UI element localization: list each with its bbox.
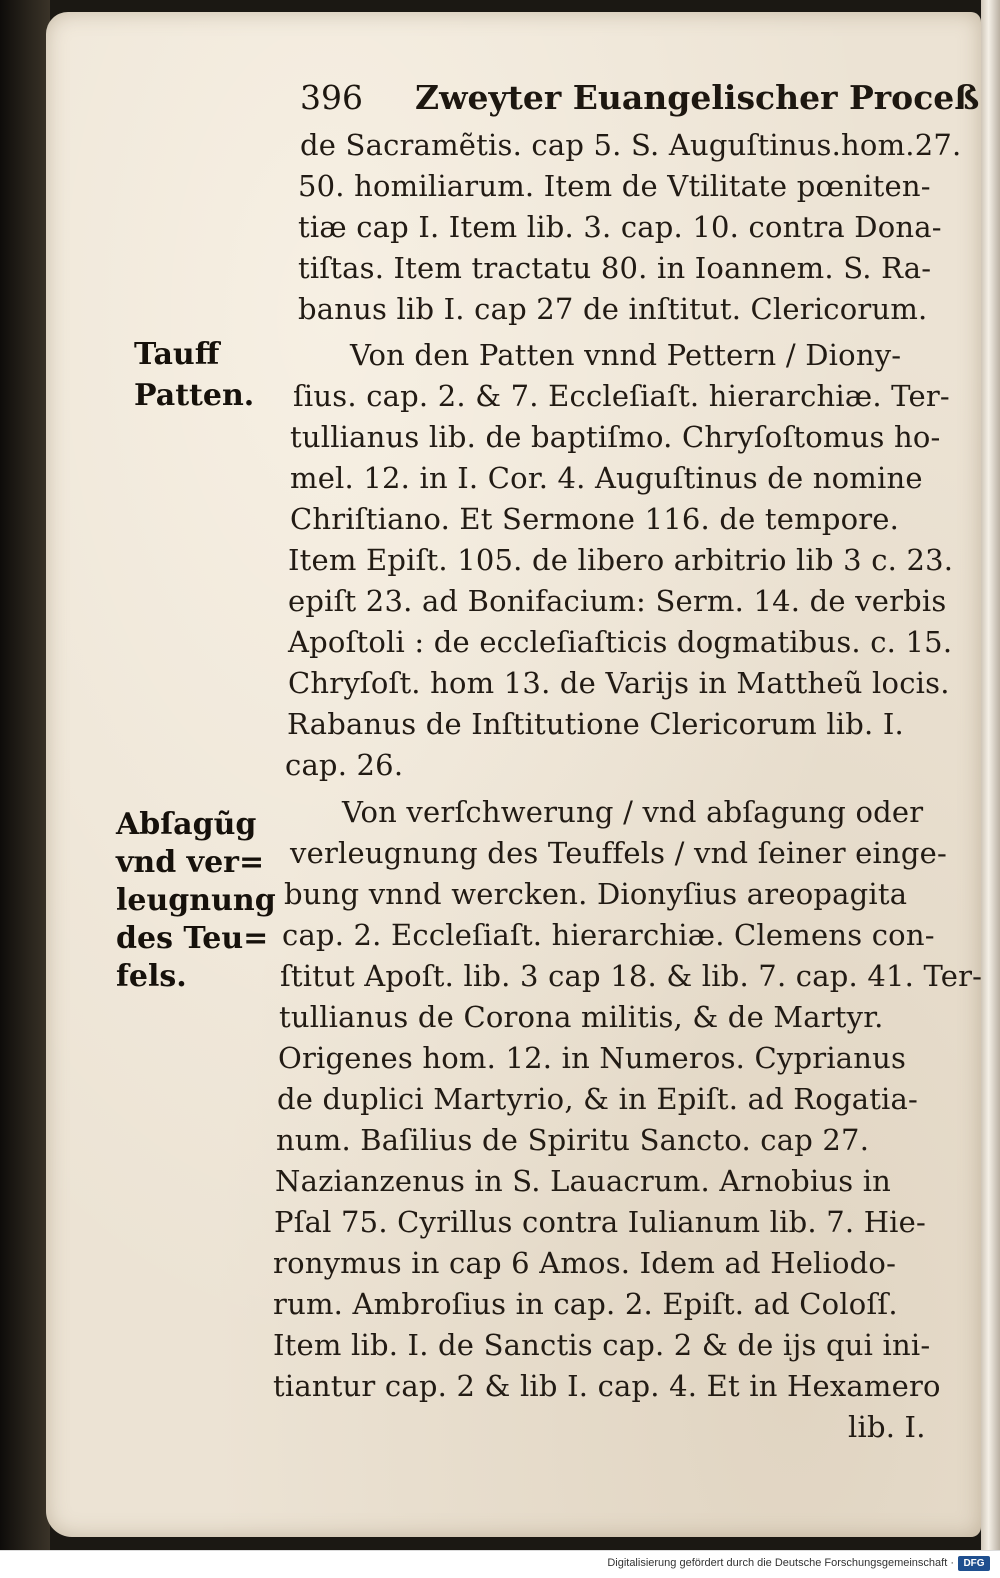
text-line: Von verſchwerung / vnd abſagung oder (342, 795, 924, 829)
text-line: tiantur cap. 2 & lib I. cap. 4. Et in Hexamero (273, 1369, 941, 1403)
text-line: Chryſoſt. hom 13. de Varijs in Mattheũ locis. (288, 666, 950, 700)
text-line: mel. 12. in I. Cor. 4. Auguſtinus de nomine (290, 461, 923, 495)
page-edge (981, 0, 1000, 1560)
text-line: tiſtas. Item tractatu 80. in Ioannem. S. Ra- (298, 251, 932, 285)
text-line: verleugnung des Teuffels / vnd ſeiner einge- (290, 836, 948, 870)
digitization-footer (0, 1550, 1000, 1578)
marginal-line: Tauff (134, 337, 220, 372)
text-line: tullianus lib. de baptiſmo. Chryſoſtomus ho- (290, 420, 941, 454)
text-line: epiſt 23. ad Bonifacium: Serm. 14. de verbis (288, 584, 947, 618)
text-line: banus lib I. cap 27 de inſtitut. Clericorum. (298, 292, 928, 326)
page-header (300, 78, 980, 128)
marginal-note-tauff (134, 337, 220, 372)
marginal-line: leugnung (116, 883, 276, 918)
running-title: Zweyter Euangelischer Proceß (415, 78, 980, 117)
text-line: tullianus de Corona militis, & de Martyr. (279, 1000, 884, 1034)
text-line: de Sacramẽtis. cap 5. S. Auguſtinus.hom.27. (300, 128, 962, 162)
text-line: Apoſtoli : de eccleſiaſticis dogmatibus. c. 15. (288, 625, 953, 659)
text-line: Item lib. I. de Sanctis cap. 2 & de ijs qui ini- (273, 1328, 931, 1362)
text-line: tiæ cap I. Item lib. 3. cap. 10. contra Dona- (298, 210, 942, 244)
text-line: Origenes hom. 12. in Numeros. Cyprianus (278, 1041, 907, 1075)
text-line: ſius. cap. 2. & 7. Eccleſiaſt. hierarchiæ. Ter- (293, 379, 950, 413)
marginal-note-absagung (116, 921, 269, 956)
text-line: de duplici Martyrio, & in Epiſt. ad Rogatia- (277, 1082, 919, 1116)
text-line: cap. 26. (285, 748, 404, 782)
text-line: bung vnnd wercken. Dionyſius areopagita (284, 877, 908, 911)
text-line: ſtitut Apoſt. lib. 3 cap 18. & lib. 7. cap. 41. Ter- (280, 959, 983, 993)
text-line: Nazianzenus in S. Lauacrum. Arnobius in (275, 1164, 892, 1198)
text-line: rum. Ambroſius in cap. 2. Epiſt. ad Coloſſ. (273, 1287, 898, 1321)
text-line: 50. homiliarum. Item de Vtilitate pœniten- (298, 169, 931, 203)
page-number: 396 (300, 78, 363, 117)
marginal-line: Abſagũg (116, 807, 257, 842)
text-line: lib. I. (848, 1410, 926, 1444)
marginal-note-absagung (116, 845, 265, 880)
text-line: Rabanus de Inſtitutione Clericorum lib. I. (287, 707, 904, 741)
marginal-line: des Teu= (116, 921, 269, 956)
text-line: cap. 2. Eccleſiaſt. hierarchiæ. Clemens con- (282, 918, 935, 952)
marginal-note-absagung (116, 883, 276, 918)
dfg-logo: DFG (958, 1556, 990, 1571)
marginal-line: Patten. (134, 378, 255, 413)
text-line: Von den Patten vnnd Pettern / Diony- (350, 338, 902, 372)
text-line: ronymus in cap 6 Amos. Idem ad Heliodo- (273, 1246, 897, 1280)
footer-credit: Digitalisierung gefördert durch die Deutsche Forschungsgemeinschaft · (607, 1557, 954, 1569)
marginal-line: fels. (116, 959, 187, 994)
marginal-line: vnd ver= (116, 845, 265, 880)
text-line: Pſal 75. Cyrillus contra Iulianum lib. 7. Hie- (274, 1205, 927, 1239)
book-spine-shadow (0, 0, 50, 1560)
text-line: Chriſtiano. Et Sermone 116. de tempore. (290, 502, 900, 536)
text-line: Item Epiſt. 105. de libero arbitrio lib 3 c. 23. (288, 543, 954, 577)
marginal-note-absagung (116, 807, 257, 842)
marginal-note-absagung (116, 959, 187, 994)
marginal-note-tauff (134, 378, 255, 413)
text-line: num. Baſilius de Spiritu Sancto. cap 27. (276, 1123, 870, 1157)
